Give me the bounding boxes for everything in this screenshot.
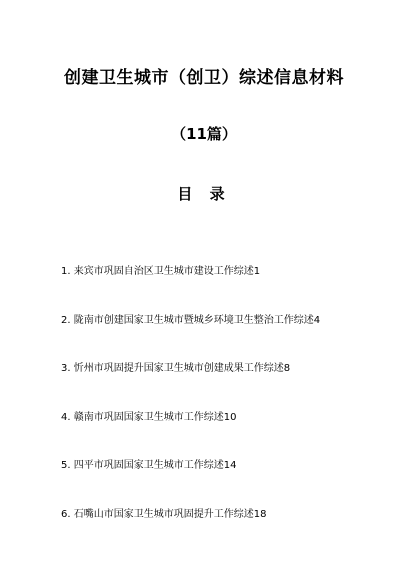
toc-item[interactable] — [61, 359, 381, 395]
toc-item[interactable] — [61, 505, 381, 541]
toc-item[interactable] — [61, 311, 381, 347]
toc-item-number: 1. — [61, 266, 71, 277]
toc-item-number: 5. — [61, 460, 71, 471]
toc-item-number: 6. — [61, 508, 71, 520]
toc-item-text: 忻州市巩固提升国家卫生城市创建成果工作综述 — [73, 363, 284, 374]
toc-item-page: 18 — [253, 508, 267, 520]
toc-item-page: 10 — [223, 411, 237, 423]
toc-item-page: 8 — [283, 363, 291, 374]
toc-item-number: 2. — [61, 314, 71, 326]
table-of-contents — [61, 262, 381, 553]
toc-item-text: 陇南市创建国家卫生城市暨城乡环境卫生整治工作综述 — [73, 314, 314, 326]
document-subtitle: （11篇） — [171, 125, 237, 143]
toc-item-page: 1 — [253, 266, 261, 277]
toc-item-text: 来宾市巩固自治区卫生城市建设工作综述 — [73, 266, 254, 277]
toc-heading: 目 录 — [177, 185, 231, 203]
toc-item-text: 石嘴山市国家卫生城市巩固提升工作综述 — [73, 508, 254, 520]
toc-item-text: 四平市巩固国家卫生城市工作综述 — [73, 460, 224, 471]
toc-item-text: 赣南市巩固国家卫生城市工作综述 — [73, 411, 224, 423]
toc-item-number: 4. — [61, 411, 71, 423]
toc-item-page: 14 — [223, 460, 237, 471]
toc-item-page: 4 — [313, 314, 321, 326]
toc-item-number: 3. — [61, 363, 71, 374]
document-title: 创建卫生城市（创卫）综述信息材料 — [64, 68, 344, 88]
toc-item[interactable] — [61, 456, 381, 492]
toc-item[interactable] — [61, 408, 381, 444]
toc-item[interactable] — [61, 262, 381, 298]
